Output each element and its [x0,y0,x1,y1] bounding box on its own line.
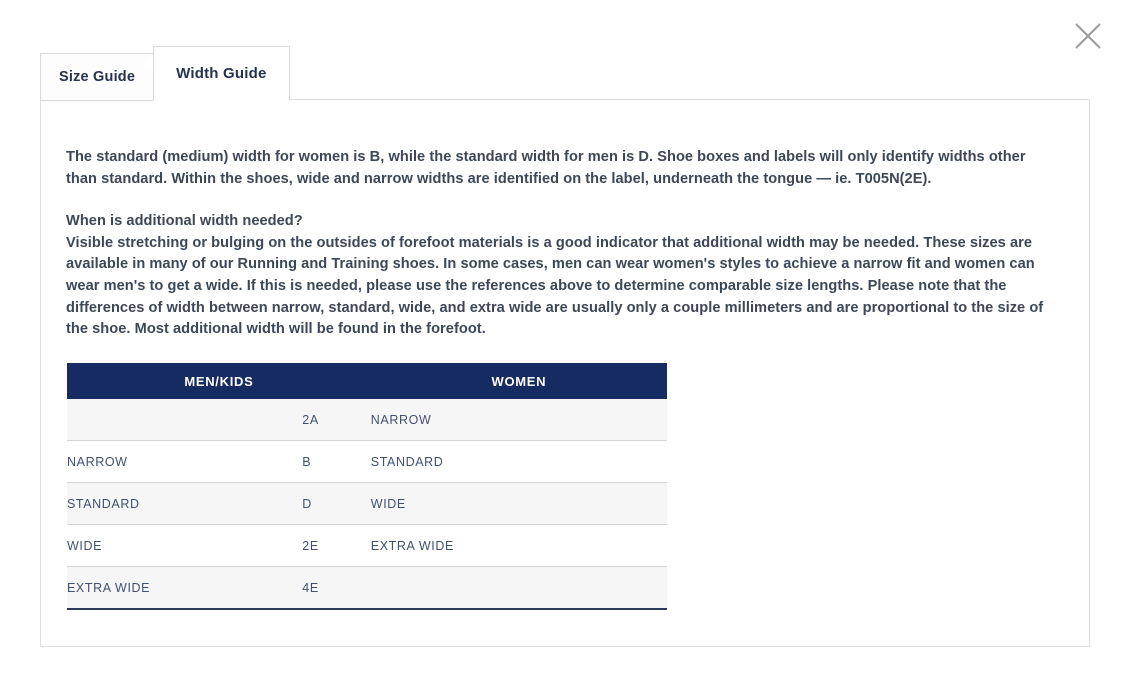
body-paragraph: Visible stretching or bulging on the outsides of forefoot materials is a good indicator that additional width may be needed. These sizes are available in many of our Running and Training shoes. In some cases, men can wear women's styles to achieve a narrow fit and women can wear men's to get a wide. If this is needed, please use the references above to determine comparable size lengths. Please note that the differences of width between narrow, standard, wide, and extra wide are usually only a couple millimeters and are proportional to the size of the shoe. Most additional width will be found in the forefoot. [66,234,1044,338]
cell-men: EXTRA WIDE [67,567,302,610]
table-row [67,525,667,567]
cell-men [67,399,302,441]
table-header [67,363,667,399]
cell-women [371,567,667,610]
cell-code: B [302,441,371,483]
width-guide-panel [40,99,1090,647]
cell-code: 2E [302,525,371,567]
cell-women: STANDARD [371,441,667,483]
tab-width-guide[interactable] [153,46,289,101]
guide-copy [66,147,1046,341]
table-header-row [67,363,667,399]
table-body [67,399,667,609]
paragraph-spacer [66,190,1046,211]
tab-width-guide-label: Width Guide [176,65,267,82]
intro-paragraph: The standard (medium) width for women is B, while the standard width for men is D. Shoe boxes and labels will only identify widths other than standard. Within the shoes, wide and narrow widths are identified on the label, underneath the tongue — ie. T005N(2E). [66,149,1026,187]
table-row [67,483,667,525]
question-heading: When is additional width needed? [66,213,303,230]
width-conversion-table [67,363,667,610]
tab-size-guide[interactable] [40,53,154,101]
column-header-menkids: MEN/KIDS [67,363,371,399]
tab-size-guide-label: Size Guide [59,69,136,85]
cell-men: STANDARD [67,483,302,525]
close-icon[interactable] [1068,16,1108,56]
cell-women: WIDE [371,483,667,525]
table-row [67,399,667,441]
cell-code: D [302,483,371,525]
cell-men: WIDE [67,525,302,567]
table-row [67,441,667,483]
cell-men: NARROW [67,441,302,483]
table-row [67,567,667,610]
cell-women: NARROW [371,399,667,441]
cell-code: 4E [302,567,371,610]
cell-code: 2A [302,399,371,441]
cell-women: EXTRA WIDE [371,525,667,567]
guide-tabs [40,46,290,101]
column-header-women: WOMEN [371,363,667,399]
